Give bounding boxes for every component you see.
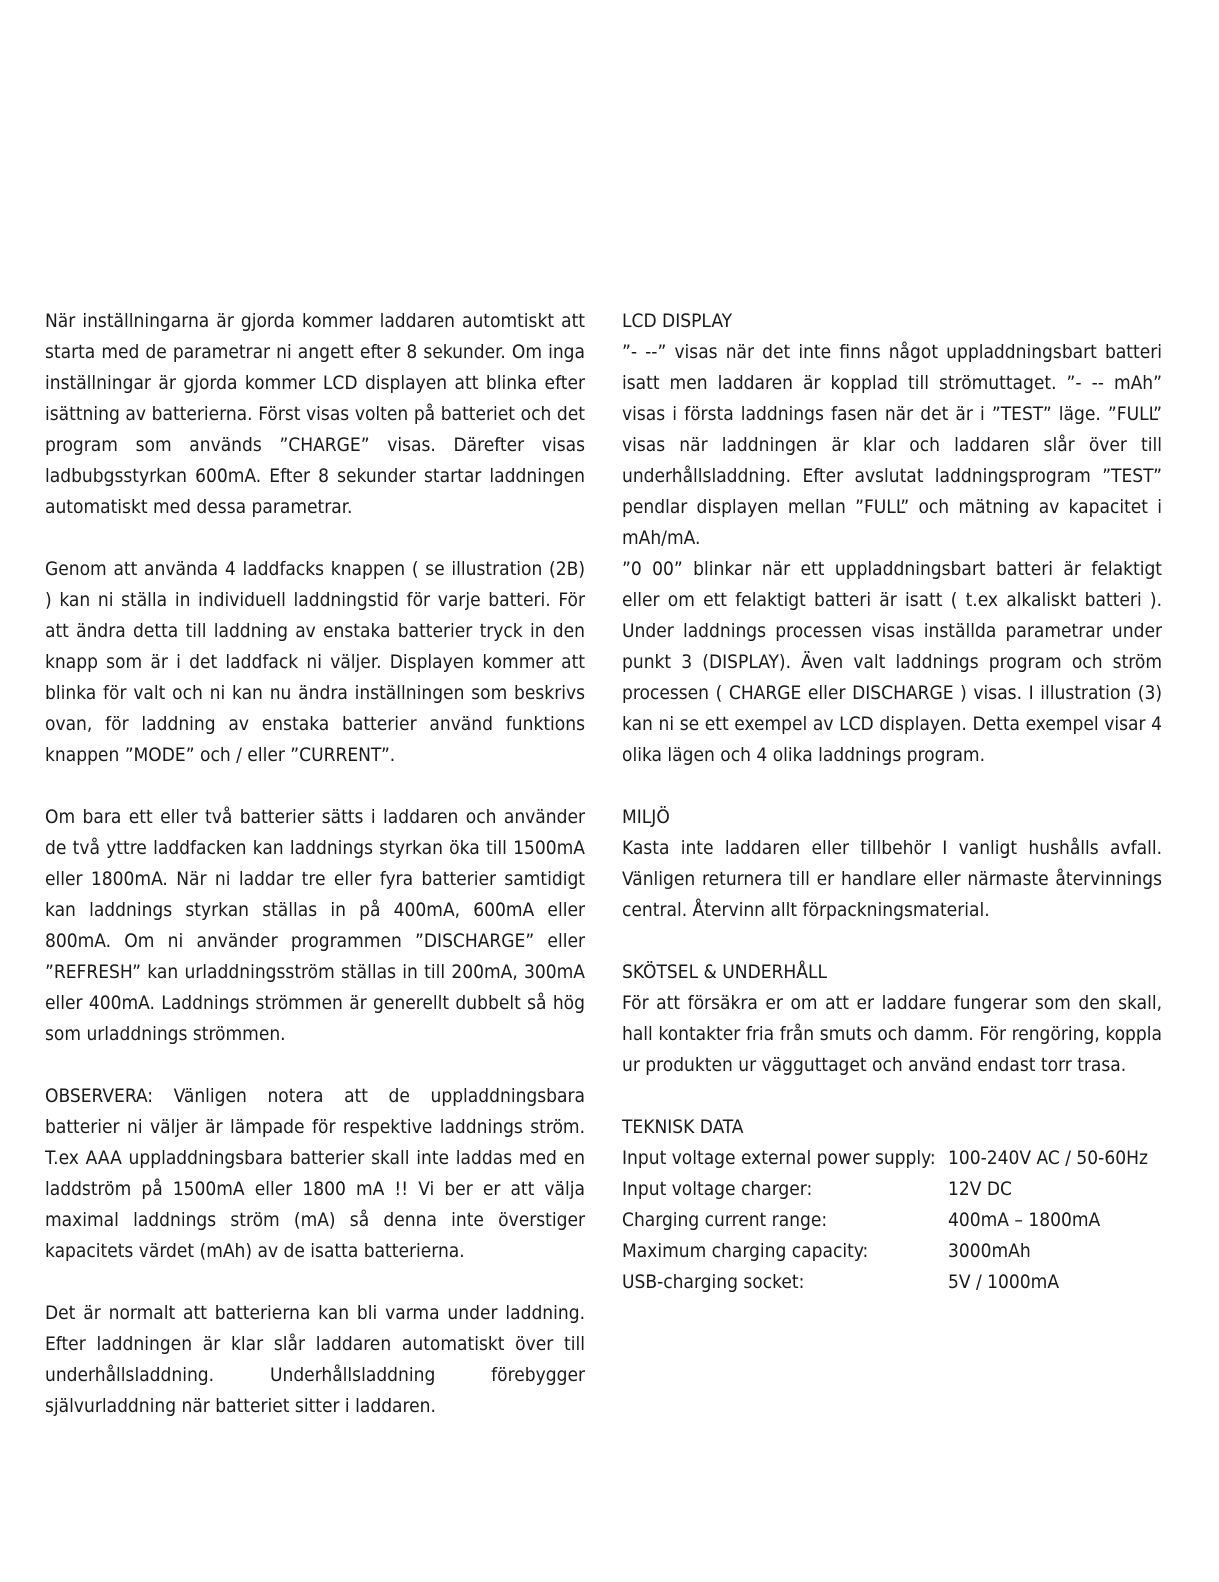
miljo-heading: MILJÖ bbox=[622, 806, 670, 828]
lcd-display-text-2: ”0 00” blinkar när ett uppladdningsbart batteri är felaktigt eller om ett felaktigt batteri är isatt ( t.ex alkaliskt batteri ). Under laddnings processen visas inställda parametrar under punkt 3 (DISPLAY). Även valt laddnings program och ström processen ( CHARGE eller DISCHARGE ) visas. I illustration (3) kan ni se ett exempel av LCD displayen. Detta exempel visar 4 olika lägen och 4 olika laddnings program. bbox=[622, 558, 1162, 766]
tech-label: Maximum charging capacity: bbox=[622, 1240, 869, 1262]
paragraph-charging-current: Om bara ett eller två batterier sätts i laddaren och använder de två yttre laddfacken kan laddnings styrkan öka till 1500mA eller 1800mA. När ni laddar tre eller fyra batterier samtidigt kan laddnings styrkan ställas in på 400mA, 600mA eller 800mA. Om ni använder programmen ”DISCHARGE” eller ”REFRESH” kan urladdningsström ställas in till 200mA, 300mA eller 400mA. Laddnings strömmen är generellt dubbelt så hög som urladdnings strömmen. bbox=[45, 806, 585, 1045]
tech-value: 5V / 1000mA bbox=[948, 1271, 1060, 1293]
tech-row bbox=[622, 1267, 1148, 1298]
lcd-display-heading: LCD DISPLAY bbox=[622, 310, 733, 332]
tech-value: 100-240V AC / 50-60Hz bbox=[948, 1147, 1148, 1169]
tech-row bbox=[622, 1236, 1148, 1267]
section-teknisk-data bbox=[622, 1112, 1162, 1298]
section-skotsel bbox=[622, 957, 1162, 1081]
lcd-display-text-1: ”- --” visas när det inte finns något uppladdningsbart batteri isatt men laddaren är kopplad till strömuttaget. ”- -- mAh” visas i första laddnings fasen när det är i ”TEST” läge. ”FULL” visas när laddningen är klar och laddaren slår över till underhållsladdning. Efter avslutat laddningsprogram ”TEST” pendlar displayen mellan ”FULL” och mätning av kapacitet i mAh/mA. bbox=[622, 341, 1162, 549]
skotsel-heading: SKÖTSEL & UNDERHÅLL bbox=[622, 961, 827, 983]
tech-label: Input voltage charger: bbox=[622, 1178, 813, 1200]
tech-row bbox=[622, 1205, 1148, 1236]
left-column bbox=[45, 306, 585, 1453]
tech-row bbox=[622, 1143, 1148, 1174]
paragraph-auto-start: När inställningarna är gjorda kommer laddaren automtiskt att starta med de parametrar ni angett efter 8 sekunder. Om inga inställningar är gjorda kommer LCD displayen att blinka efter isättning av batterierna. Först visas volten på batteriet och det program som används ”CHARGE” visas. Därefter visas ladbubgsstyrkan 600mA. Efter 8 sekunder startar laddningen automatiskt med dessa parametrar. bbox=[45, 310, 585, 518]
tech-label: USB-charging socket: bbox=[622, 1271, 805, 1293]
tech-value: 400mA – 1800mA bbox=[948, 1209, 1101, 1231]
miljo-text: Kasta inte laddaren eller tillbehör I vanligt hushålls avfall. Vänligen returnera till er handlare eller närmaste återvinnings central. Återvinn allt förpackningsmaterial. bbox=[622, 837, 1162, 921]
paragraph-individual-slots: Genom att använda 4 laddfacks knappen ( se illustration (2B) ) kan ni ställa in individuell laddningstid för varje batteri. För att ändra detta till laddning av enstaka batterier tryck in den knapp som är i det laddfack ni väljer. Displayen kommer att blinka för valt och ni kan nu ändra inställningen som beskrivs ovan, för laddning av enstaka batterier använd funktions knappen ”MODE” och / eller ”CURRENT”. bbox=[45, 558, 585, 766]
tech-label: Input voltage external power supply: bbox=[622, 1147, 936, 1169]
tech-value: 12V DC bbox=[948, 1178, 1012, 1200]
skotsel-text: För att försäkra er om att er laddare fungerar som den skall, hall kontakter fria från smuts och damm. För rengöring, koppla ur produkten ur vägguttaget och använd endast torr trasa. bbox=[622, 992, 1162, 1076]
tech-row bbox=[622, 1174, 1148, 1205]
section-lcd-display bbox=[622, 306, 1162, 771]
tech-data-table bbox=[622, 1143, 1148, 1298]
teknisk-data-heading: TEKNISK DATA bbox=[622, 1116, 744, 1138]
right-column bbox=[622, 306, 1162, 1329]
tech-label: Charging current range: bbox=[622, 1209, 828, 1231]
paragraph-observera: OBSERVERA: Vänligen notera att de uppladdningsbara batterier ni väljer är lämpade för respektive laddnings ström. T.ex AAA uppladdningsbara batterier skall inte laddas med en laddström på 1500mA eller 1800 mA !! Vi ber er att välja maximal laddnings ström (mA) så denna inte överstiger kapacitets värdet (mAh) av de isatta batterierna. bbox=[45, 1085, 585, 1262]
section-miljo bbox=[622, 802, 1162, 926]
paragraph-battery-warm: Det är normalt att batterierna kan bli varma under laddning. Efter laddningen är klar slår laddaren automatiskt över till underhållsladdning. Underhållsladdning förebygger självurladdning när batteriet sitter i laddaren. bbox=[45, 1302, 585, 1417]
tech-value: 3000mAh bbox=[948, 1240, 1031, 1262]
